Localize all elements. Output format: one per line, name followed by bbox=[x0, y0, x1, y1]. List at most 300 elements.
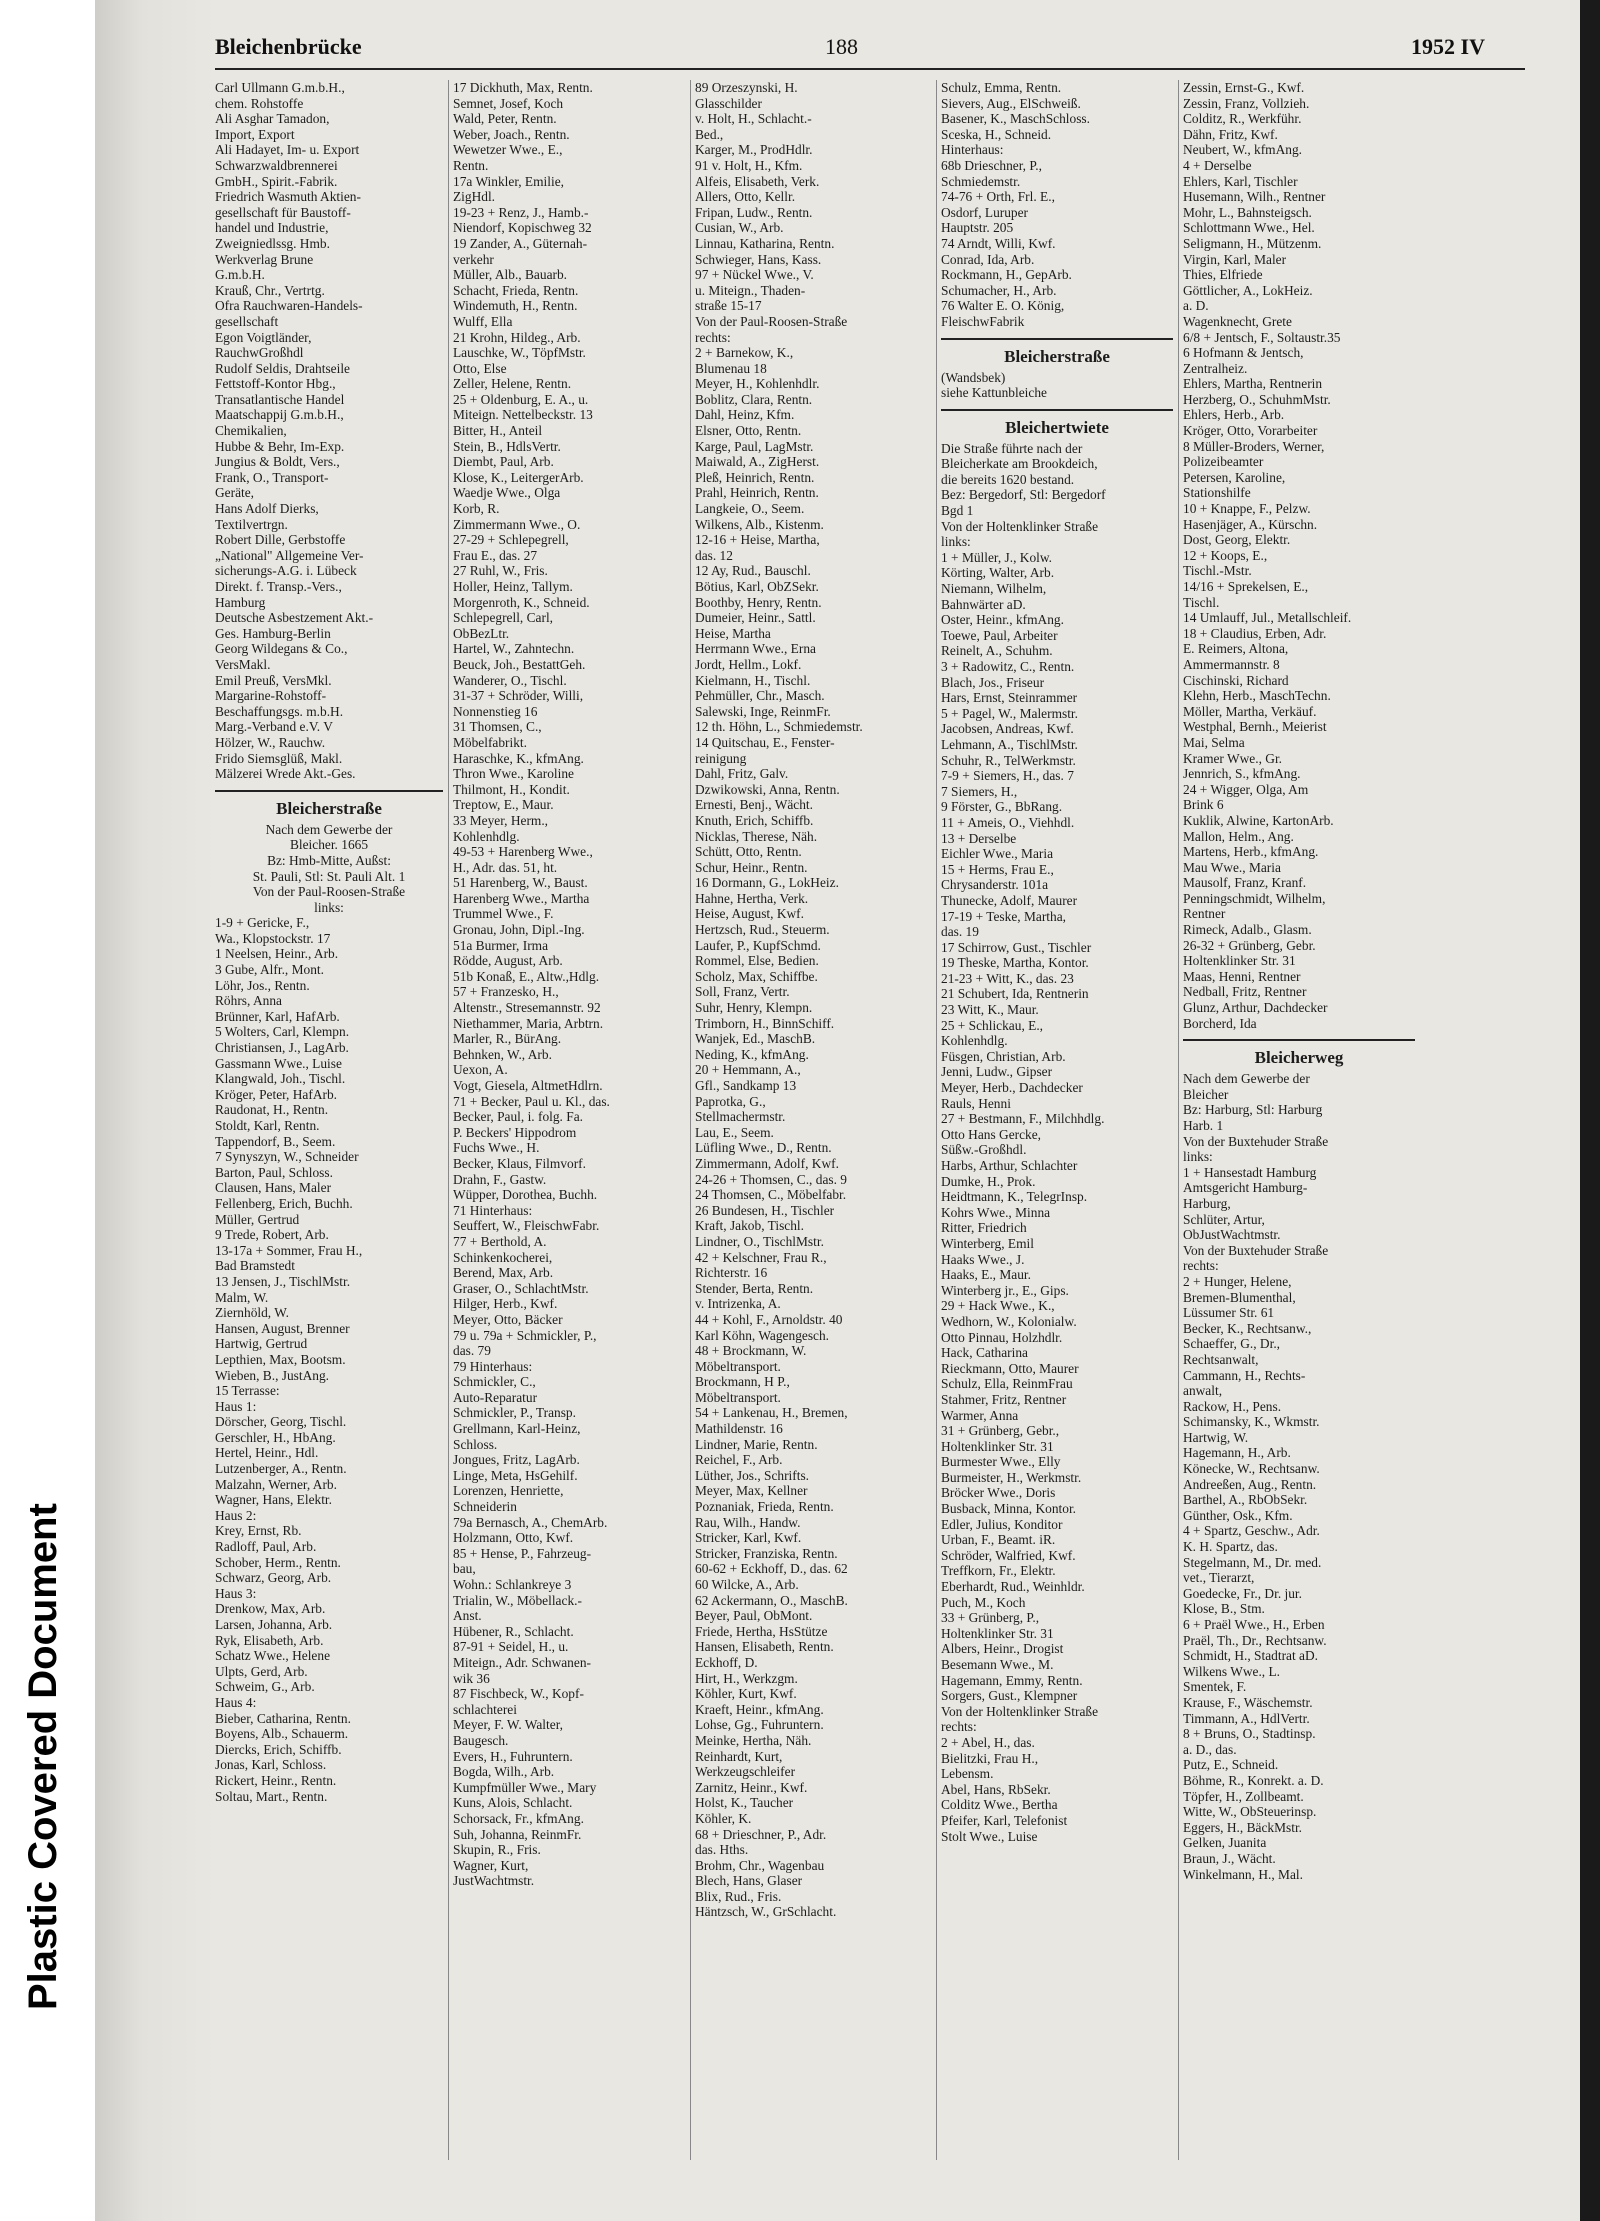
directory-entry: 13 Jensen, J., TischlMstr. bbox=[215, 1273, 351, 1289]
directory-entry: 44 + Kohl, F., Arnoldstr. 40 bbox=[695, 1311, 843, 1327]
directory-entry: Paprotka, G., bbox=[695, 1093, 766, 1109]
directory-entry: Jennrich, S., kfmAng. bbox=[1183, 766, 1301, 782]
directory-entry: Mau Wwe., Maria bbox=[1183, 859, 1281, 875]
directory-entry: Gassmann Wwe., Luise bbox=[215, 1055, 342, 1071]
directory-entry: Glunz, Arthur, Dachdecker bbox=[1183, 1000, 1328, 1016]
directory-entry: 21 Krohn, Hildeg., Arb. bbox=[453, 329, 581, 345]
directory-entry: Lohse, Gg., Fuhruntern. bbox=[695, 1717, 824, 1733]
directory-entry: Hansen, Elisabeth, Rentn. bbox=[695, 1639, 834, 1655]
directory-entry: Pfeifer, Karl, Telefonist bbox=[941, 1812, 1068, 1828]
directory-entry: chem. Rohstoffe bbox=[215, 95, 304, 111]
directory-entry: Schmickler, P., Transp. bbox=[453, 1405, 576, 1421]
directory-entry: 57 + Franzesko, H., bbox=[453, 984, 559, 1000]
directory-entry: rechts: bbox=[695, 329, 731, 345]
directory-entry: Ehlers, Martha, Rentnerin bbox=[1183, 376, 1323, 392]
directory-entry: Sievers, Aug., ElSchweiß. bbox=[941, 95, 1081, 111]
directory-entry: Möbeltransport. bbox=[695, 1389, 781, 1405]
directory-entry: 31-37 + Schröder, Willi, bbox=[453, 688, 584, 704]
directory-entry: Wilkens Wwe., L. bbox=[1183, 1663, 1281, 1679]
directory-entry: wik 36 bbox=[453, 1670, 490, 1686]
directory-entry: „National" Allgemeine Ver- bbox=[215, 547, 364, 563]
directory-entry: Bleicherkate am Brookdeich, bbox=[941, 456, 1098, 472]
directory-entry: Blix, Rud., Fris. bbox=[695, 1888, 782, 1904]
directory-entry: Wagner, Kurt, bbox=[453, 1857, 529, 1873]
directory-entry: Miteign. Nettelbeckstr. 13 bbox=[453, 407, 593, 423]
directory-entry: Schwarz, Georg, Arb. bbox=[215, 1570, 332, 1586]
directory-entry: Niemann, Wilhelm, bbox=[941, 581, 1047, 597]
directory-entry: Hahne, Hertha, Verk. bbox=[695, 890, 809, 906]
directory-entry: Drenkow, Max, Arb. bbox=[215, 1601, 326, 1617]
directory-entry: Emil Preuß, VersMkl. bbox=[215, 672, 332, 688]
directory-entry: 71 Hinterhaus: bbox=[453, 1202, 533, 1218]
directory-entry: a. D. bbox=[1183, 298, 1209, 314]
directory-entry: H., Adr. das. 51, ht. bbox=[453, 859, 558, 875]
directory-entry: Conrad, Ida, Arb. bbox=[941, 251, 1035, 267]
directory-entry: Wanjek, Ed., MaschB. bbox=[695, 1031, 816, 1047]
directory-entry: Köhler, K. bbox=[695, 1810, 752, 1826]
directory-entry: 79a Bernasch, A., ChemArb. bbox=[453, 1514, 608, 1530]
directory-entry: bau, bbox=[453, 1561, 476, 1577]
directory-entry: Becker, Paul, i. folg. Fa. bbox=[453, 1109, 583, 1125]
directory-entry: Prahl, Heinrich, Rentn. bbox=[695, 485, 819, 501]
directory-entry: Schröder, Walfried, Kwf. bbox=[941, 1547, 1076, 1563]
directory-entry: rechts: bbox=[1183, 1258, 1219, 1274]
directory-entry: Hertel, Heinr., Hdl. bbox=[215, 1445, 319, 1461]
directory-entry: Clausen, Hans, Maler bbox=[215, 1180, 332, 1196]
directory-entry: Dzwikowski, Anna, Rentn. bbox=[695, 781, 840, 797]
section-rule bbox=[1183, 1039, 1415, 1041]
directory-entry: Schweim, G., Arb. bbox=[215, 1679, 315, 1695]
directory-entry: 24 Thomsen, C., Möbelfabr. bbox=[695, 1187, 847, 1203]
directory-entry: Bremen-Blumenthal, bbox=[1183, 1289, 1296, 1305]
directory-entry: 60 Wilcke, A., Arb. bbox=[695, 1577, 799, 1592]
directory-entry: 6 + Praël Wwe., H., Erben bbox=[1183, 1617, 1325, 1632]
directory-entry: Könecke, W., Rechtsanw. bbox=[1183, 1461, 1320, 1477]
directory-entry: Ritter, Friedrich bbox=[941, 1220, 1027, 1236]
directory-entry: Schloss. bbox=[453, 1436, 498, 1452]
page-content bbox=[215, 28, 1525, 2178]
directory-entry: Hansen, August, Brenner bbox=[215, 1320, 350, 1336]
directory-entry: Brohm, Chr., Wagenbau bbox=[695, 1857, 825, 1873]
directory-entry: Bahnwärter aD. bbox=[941, 596, 1026, 612]
directory-entry: Laufer, P., KupfSchmd. bbox=[695, 937, 821, 953]
directory-entry: Kraft, Jakob, Tischl. bbox=[695, 1218, 804, 1234]
directory-entry: Cusian, W., Arb. bbox=[695, 220, 784, 236]
directory-entry: Zweigniedlssg. Hmb. bbox=[215, 235, 330, 251]
directory-entry: Mallon, Helm., Ang. bbox=[1183, 828, 1294, 844]
directory-entry: Schütt, Otto, Rentn. bbox=[695, 844, 802, 860]
directory-entry: Wüpper, Dorothea, Buchh. bbox=[453, 1187, 598, 1203]
directory-entry: Linnau, Katharina, Rentn. bbox=[695, 235, 835, 251]
directory-entry: Hinterhaus: bbox=[941, 142, 1004, 158]
directory-entry: Kramer Wwe., Gr. bbox=[1183, 750, 1283, 766]
directory-entry: Pleß, Heinrich, Rentn. bbox=[695, 469, 815, 485]
directory-entry: Witte, W., ObSteuerinsp. bbox=[1183, 1804, 1317, 1820]
directory-entry: Richterstr. 16 bbox=[695, 1265, 768, 1281]
directory-entry: 25 + Schlickau, E., bbox=[941, 1017, 1044, 1033]
directory-entry: Diercks, Erich, Schiffb. bbox=[215, 1741, 342, 1757]
directory-entry: 14 Umlauff, Jul., Metallschleif. bbox=[1183, 610, 1352, 626]
directory-entry: vet., Tierarzt, bbox=[1183, 1570, 1255, 1586]
directory-entry: Puch, M., Koch bbox=[941, 1594, 1026, 1610]
column-3 bbox=[695, 80, 931, 2160]
directory-entry: Trialin, W., Möbellack.- bbox=[453, 1592, 582, 1608]
directory-entry: Ryk, Elisabeth, Arb. bbox=[215, 1632, 324, 1648]
directory-entry: Klehn, Herb., MaschTechn. bbox=[1183, 688, 1331, 704]
directory-entry: Dost, Georg, Elektr. bbox=[1183, 532, 1291, 548]
directory-entry: Jonas, Karl, Schloss. bbox=[215, 1757, 327, 1773]
directory-entry: 6/8 + Jentsch, F., Soltaustr.35 bbox=[1183, 329, 1341, 345]
plastic-covered-label: Plastic Covered Document bbox=[21, 1503, 65, 2010]
directory-entry: Neding, K., kfmAng. bbox=[695, 1046, 809, 1062]
directory-entry: Hölzer, W., Rauchw. bbox=[215, 734, 326, 750]
directory-entry: Knuth, Erich, Schiffb. bbox=[695, 812, 814, 828]
directory-entry: 27-29 + Schlepegrell, bbox=[453, 532, 569, 548]
directory-entry: Busback, Minna, Kontor. bbox=[941, 1501, 1077, 1517]
directory-entry: Korb, R. bbox=[453, 501, 500, 517]
directory-entry: Putz, E., Schneid. bbox=[1183, 1757, 1279, 1773]
directory-entry: Thunecke, Adolf, Maurer bbox=[941, 892, 1078, 908]
directory-entry: Thies, Elfriede bbox=[1183, 267, 1263, 283]
directory-entry: Diembt, Paul, Arb. bbox=[453, 454, 554, 470]
header-year-volume: 1952 IV bbox=[1411, 34, 1485, 59]
directory-entry: Burmester Wwe., Elly bbox=[941, 1454, 1061, 1470]
directory-entry: Krause, F., Wäschemstr. bbox=[1183, 1694, 1313, 1710]
directory-entry: Haaks, E., Maur. bbox=[941, 1267, 1031, 1283]
directory-entry: 14/16 + Sprekelsen, E., bbox=[1183, 579, 1309, 594]
directory-entry: Zimmermann, Adolf, Kwf. bbox=[695, 1155, 839, 1171]
directory-entry: Waedje Wwe., Olga bbox=[453, 485, 561, 501]
directory-entry: Stolt Wwe., Luise bbox=[941, 1828, 1038, 1844]
directory-entry: Blach, Jos., Friseur bbox=[941, 674, 1045, 690]
directory-entry: Rudolf Seldis, Drahtseile bbox=[215, 360, 351, 376]
directory-entry: Burmeister, H., Werkmstr. bbox=[941, 1469, 1082, 1485]
header-street: Bleichenbrücke bbox=[215, 34, 362, 59]
directory-entry: Glasschilder bbox=[695, 95, 762, 111]
directory-entry: handel und Industrie, bbox=[215, 220, 329, 236]
directory-entry: Drahn, F., Gastw. bbox=[453, 1171, 547, 1187]
directory-entry: Kuklik, Alwine, KartonArb. bbox=[1183, 812, 1334, 828]
directory-entry: links: bbox=[941, 534, 971, 550]
directory-entry: 26 Bundesen, H., Tischler bbox=[695, 1202, 835, 1218]
section-description: Nach dem Gewerbe der bbox=[265, 821, 393, 837]
directory-entry: Stein, B., HdlsVertr. bbox=[453, 438, 561, 454]
directory-entry: Lebensm. bbox=[941, 1766, 994, 1782]
directory-entry: Brink 6 bbox=[1183, 797, 1224, 813]
directory-entry: Zessin, Ernst-G., Kwf. bbox=[1183, 80, 1305, 95]
directory-entry: 19-23 + Renz, J., Hamb.- bbox=[453, 204, 589, 220]
directory-entry: Harburg, bbox=[1183, 1195, 1231, 1211]
directory-entry: Albers, Heinr., Drogist bbox=[941, 1641, 1064, 1657]
directory-entry: Bez: Bergedorf, Stl: Bergedorf bbox=[941, 487, 1106, 503]
directory-entry: Krey, Ernst, Rb. bbox=[215, 1523, 302, 1539]
directory-entry: 17a Winkler, Emilie, bbox=[453, 173, 564, 189]
directory-entry: Poznaniak, Frieda, Rentn. bbox=[695, 1499, 834, 1515]
column-4 bbox=[941, 80, 1173, 2160]
directory-entry: Hertzsch, Rud., Steuerm. bbox=[695, 922, 830, 938]
directory-entry: 25 + Oldenburg, E. A., u. bbox=[453, 391, 589, 407]
section-description: Bz: Hmb-Mitte, Außst: bbox=[267, 852, 391, 868]
directory-entry: GmbH., Spirit.-Fabrik. bbox=[215, 173, 338, 189]
directory-entry: Baugesch. bbox=[453, 1732, 509, 1748]
directory-entry: Bötius, Karl, ObZSekr. bbox=[695, 579, 819, 594]
directory-entry: Ammermannstr. 8 bbox=[1183, 656, 1280, 672]
directory-entry: Linge, Meta, HsGehilf. bbox=[453, 1467, 578, 1483]
directory-entry: Töpfer, H., Zollbeamt. bbox=[1183, 1788, 1304, 1804]
directory-entry: Möbelfabrikt. bbox=[453, 734, 528, 750]
directory-entry: Colditz Wwe., Bertha bbox=[941, 1797, 1058, 1813]
directory-entry: Barton, Paul, Schloss. bbox=[215, 1164, 333, 1180]
directory-entry: Bogda, Wilh., Arb. bbox=[453, 1764, 555, 1780]
directory-entry: Bielitzki, Frau H., bbox=[941, 1750, 1039, 1766]
directory-entry: 10 + Knappe, F., Pelzw. bbox=[1183, 501, 1311, 517]
directory-entry: Maatschappij G.m.b.H., bbox=[215, 407, 344, 423]
directory-entry: Urban, F., Beamt. iR. bbox=[941, 1532, 1056, 1548]
directory-entry: Reinelt, A., Schuhm. bbox=[941, 643, 1053, 659]
directory-entry: Schlottmann Wwe., Hel. bbox=[1183, 220, 1315, 236]
column-5 bbox=[1183, 80, 1415, 2160]
directory-entry: 33 + Grünberg, P., bbox=[941, 1610, 1040, 1626]
directory-entry: Elsner, Otto, Rentn. bbox=[695, 423, 802, 439]
directory-entry: Ziernhöld, W. bbox=[215, 1305, 290, 1321]
directory-entry: Dahl, Heinz, Kfm. bbox=[695, 407, 795, 423]
directory-entry: Stricker, Franziska, Rentn. bbox=[695, 1545, 838, 1561]
directory-entry: 31 Thomsen, C., bbox=[453, 719, 542, 735]
directory-entry: Import, Export bbox=[215, 126, 295, 142]
directory-entry: Holzmann, Otto, Kwf. bbox=[453, 1530, 574, 1546]
directory-entry: Haus 2: bbox=[215, 1507, 257, 1523]
directory-entry: Georg Wildegans & Co., bbox=[215, 641, 348, 657]
directory-entry: reinigung bbox=[695, 750, 747, 766]
directory-entry: ObJustWachtmstr. bbox=[1183, 1227, 1281, 1243]
directory-entry: das. 79 bbox=[453, 1343, 491, 1359]
directory-entry: Polizeibeamter bbox=[1183, 454, 1264, 470]
directory-entry: Hartwig, W. bbox=[1183, 1429, 1249, 1445]
directory-entry: Schumacher, H., Arb. bbox=[941, 282, 1057, 298]
directory-entry: Otto Pinnau, Holzhdlr. bbox=[941, 1329, 1063, 1345]
directory-entry: Schneiderin bbox=[453, 1499, 517, 1515]
directory-entry: Lehmann, A., TischlMstr. bbox=[941, 736, 1078, 752]
section-title: Bleicherstraße bbox=[276, 798, 382, 818]
section-title: Bleicherweg bbox=[1254, 1048, 1344, 1068]
directory-entry: Köhler, Kurt, Kwf. bbox=[695, 1686, 797, 1702]
column-rule bbox=[690, 80, 691, 2160]
directory-entry: Kielmann, H., Tischl. bbox=[695, 672, 811, 688]
section-title: Bleicherstraße bbox=[1004, 346, 1110, 366]
directory-entry: Soll, Franz, Vertr. bbox=[695, 984, 790, 1000]
directory-entry: Alfeis, Elisabeth, Verk. bbox=[695, 173, 820, 189]
directory-entry: Uexon, A. bbox=[453, 1062, 508, 1078]
directory-entry: Treffkorn, Fr., Elektr. bbox=[941, 1563, 1056, 1579]
directory-entry: Hirt, H., Werkzgm. bbox=[695, 1670, 798, 1686]
directory-entry: Kröger, Otto, Vorarbeiter bbox=[1183, 423, 1318, 439]
directory-entry: 6 Hofmann & Jentsch, bbox=[1183, 345, 1304, 361]
directory-entry: Dahl, Fritz, Galv. bbox=[695, 766, 789, 782]
directory-entry: Schulz, Ella, ReinmFrau bbox=[941, 1376, 1073, 1392]
directory-entry: Bgd 1 bbox=[941, 503, 974, 519]
directory-entry: Besemann Wwe., M. bbox=[941, 1657, 1054, 1672]
directory-entry: Warmer, Anna bbox=[941, 1407, 1019, 1423]
directory-entry: Holtenklinker Str. 31 bbox=[1183, 953, 1296, 969]
directory-entry: Meyer, Herb., Dachdecker bbox=[941, 1080, 1083, 1096]
section-description: Von der Paul-Roosen-Straße bbox=[252, 884, 406, 900]
directory-entry: Christiansen, J., LagArb. bbox=[215, 1040, 349, 1056]
directory-entry: 3 + Radowitz, C., Rentn. bbox=[941, 659, 1075, 674]
directory-entry: Hars, Ernst, Steinrammer bbox=[941, 690, 1078, 706]
directory-entry: Ali Hadayet, Im- u. Export bbox=[215, 142, 360, 158]
directory-entry: Vogt, Giesela, AltmetHdlrn. bbox=[453, 1078, 603, 1093]
directory-entry: Virgin, Karl, Maler bbox=[1183, 251, 1287, 267]
directory-entry: 17-19 + Teske, Martha, bbox=[941, 908, 1066, 924]
directory-entry: Stellmachermstr. bbox=[695, 1109, 786, 1125]
directory-entry: Hagemann, H., Arb. bbox=[1183, 1445, 1291, 1461]
directory-entry: Basener, K., MaschSchloss. bbox=[941, 111, 1090, 127]
directory-entry: Dumeier, Heinr., Sattl. bbox=[695, 610, 816, 626]
directory-entry: Mausolf, Franz, Kranf. bbox=[1183, 875, 1307, 891]
directory-entry: 24 + Wigger, Olga, Am bbox=[1183, 781, 1309, 797]
directory-entry: Blumenau 18 bbox=[695, 360, 767, 376]
directory-entry: ObBezLtr. bbox=[453, 625, 510, 641]
directory-entry: Jongues, Fritz, LagArb. bbox=[453, 1452, 580, 1468]
directory-entry: 48 + Brockmann, W. bbox=[695, 1343, 807, 1359]
directory-entry: Rauls, Henni bbox=[941, 1095, 1011, 1111]
directory-entry: 5 + Pagel, W., Malermstr. bbox=[941, 705, 1078, 721]
directory-entry: Rödde, August, Arb. bbox=[453, 953, 563, 969]
directory-entry: Edler, Julius, Konditor bbox=[941, 1516, 1063, 1532]
directory-entry: Möbeltransport. bbox=[695, 1358, 781, 1374]
directory-entry: Rackow, H., Pens. bbox=[1183, 1398, 1282, 1414]
directory-entry: Rimeck, Adalb., Glasm. bbox=[1183, 922, 1312, 938]
directory-entry: Allers, Otto, Kellr. bbox=[695, 189, 796, 205]
directory-entry: 7-9 + Siemers, H., das. 7 bbox=[941, 768, 1074, 784]
directory-entry: Lindner, O., TischlMstr. bbox=[695, 1233, 824, 1249]
directory-entry: Nicklas, Therese, Näh. bbox=[695, 828, 818, 844]
directory-entry: Haaks Wwe., J. bbox=[941, 1251, 1025, 1267]
directory-entry: 23 Witt, K., Maur. bbox=[941, 1002, 1039, 1018]
directory-entry: Eberhardt, Rud., Weinhldr. bbox=[941, 1579, 1085, 1595]
directory-entry: Harenberg Wwe., Martha bbox=[453, 890, 590, 906]
directory-entry: Deutsche Asbestzement Akt.- bbox=[215, 610, 374, 626]
directory-entry: Textilvertrgn. bbox=[215, 516, 288, 532]
directory-entry: Herrmann Wwe., Erna bbox=[695, 641, 816, 657]
directory-entry: Günther, Osk., Kfm. bbox=[1183, 1507, 1293, 1523]
directory-entry: 51 Harenberg, W., Baust. bbox=[453, 875, 588, 891]
directory-entry: 60-62 + Eckhoff, D., das. 62 bbox=[695, 1561, 848, 1577]
directory-entry: 12-16 + Heise, Martha, bbox=[695, 532, 820, 548]
directory-entry: Bröcker Wwe., Doris bbox=[941, 1485, 1056, 1501]
directory-entry: Trummel Wwe., F. bbox=[453, 906, 554, 922]
directory-entry: Grellmann, Karl-Heinz, bbox=[453, 1421, 581, 1437]
directory-entry: 2 + Barnekow, K., bbox=[695, 345, 794, 361]
directory-entry: Schlepegrell, Carl, bbox=[453, 610, 554, 626]
directory-entry: Schatz Wwe., Helene bbox=[215, 1648, 331, 1664]
directory-entry: 71 + Becker, Paul u. Kl., das. bbox=[453, 1093, 610, 1109]
directory-entry: Bad Bramstedt bbox=[215, 1258, 295, 1274]
directory-entry: Krauß, Chr., Vertrtg. bbox=[215, 282, 325, 298]
directory-entry: Karger, M., ProdHdlr. bbox=[695, 142, 813, 158]
directory-entry: Husemann, Wilh., Rentner bbox=[1183, 189, 1326, 205]
directory-entry: Smentek, F. bbox=[1183, 1679, 1247, 1695]
directory-entry: Meyer, H., Kohlenhdlr. bbox=[695, 376, 820, 392]
directory-entry: P. Beckers' Hippodrom bbox=[453, 1124, 577, 1140]
directory-entry: Chemikalien, bbox=[215, 423, 287, 439]
directory-entry: Herzberg, O., SchuhmMstr. bbox=[1183, 391, 1331, 407]
directory-entry: Mai, Selma bbox=[1183, 734, 1245, 750]
directory-entry: Neubert, W., kfmAng. bbox=[1183, 142, 1303, 158]
directory-entry: 9 Förster, G., BbRang. bbox=[941, 799, 1063, 815]
directory-entry: 8 + Bruns, O., Stadtinsp. bbox=[1183, 1726, 1316, 1742]
directory-entry: 3 Gube, Alfr., Mont. bbox=[215, 962, 324, 978]
directory-entry: 54 + Lankenau, H., Bremen, bbox=[695, 1405, 848, 1421]
column-rule bbox=[448, 80, 449, 2160]
directory-entry: Nedball, Fritz, Rentner bbox=[1183, 984, 1307, 1000]
directory-entry: Haus 3: bbox=[215, 1585, 257, 1601]
directory-entry: 20 + Hemmann, A., bbox=[695, 1062, 801, 1078]
column-rule bbox=[936, 80, 937, 2160]
directory-entry: 33 Meyer, Herm., bbox=[453, 812, 549, 828]
directory-entry: das. 19 bbox=[941, 924, 979, 940]
directory-entry: Morgenroth, K., Schneid. bbox=[453, 594, 590, 610]
directory-entry: u. Miteign., Thaden- bbox=[695, 282, 806, 298]
directory-entry: Meyer, F. W. Walter, bbox=[453, 1717, 563, 1733]
directory-entry: Wohn.: Schlankreye 3 bbox=[453, 1577, 572, 1592]
directory-entry: 13 + Derselbe bbox=[941, 830, 1017, 846]
directory-entry: Ernesti, Benj., Wächt. bbox=[695, 797, 814, 813]
directory-entry: Hans Adolf Dierks, bbox=[215, 501, 319, 517]
directory-entry: Hilger, Herb., Kwf. bbox=[453, 1296, 558, 1312]
column-2 bbox=[453, 80, 685, 2160]
directory-entry: 4 + Spartz, Geschw., Adr. bbox=[1183, 1523, 1320, 1539]
directory-entry: 14 Quitschau, E., Fenster- bbox=[695, 734, 835, 750]
directory-entry: Hubbe & Behr, Im-Exp. bbox=[215, 438, 345, 454]
directory-entry: (Wandsbek) bbox=[941, 369, 1006, 385]
directory-entry: Windemuth, H., Rentn. bbox=[453, 298, 578, 314]
directory-entry: Schwarzwaldbrennerei bbox=[215, 157, 338, 173]
directory-entry: Häntzsch, W., GrSchlacht. bbox=[695, 1904, 837, 1920]
directory-entry: 1 + Müller, J., Kolw. bbox=[941, 549, 1053, 565]
directory-entry: Salewski, Inge, ReinmFr. bbox=[695, 703, 831, 719]
directory-entry: Schimansky, K., Wkmstr. bbox=[1183, 1414, 1320, 1430]
directory-entry: Winterberg jr., E., Gips. bbox=[941, 1282, 1069, 1298]
directory-entry: Martens, Herb., kfmAng. bbox=[1183, 844, 1319, 860]
directory-entry: Dörscher, Georg, Tischl. bbox=[215, 1414, 347, 1430]
directory-entry: Kohlenhdlg. bbox=[941, 1033, 1008, 1049]
directory-entry: VersMakl. bbox=[215, 656, 271, 672]
directory-entry: Rockmann, H., GepArb. bbox=[941, 267, 1072, 283]
directory-entry: Skupin, R., Fris. bbox=[453, 1842, 541, 1858]
directory-entry: Böhme, R., Konrekt. a. D. bbox=[1183, 1772, 1324, 1788]
directory-entry: 7 Synyszyn, W., Schneider bbox=[215, 1149, 359, 1165]
directory-entry: Becker, Klaus, Filmvorf. bbox=[453, 1155, 586, 1171]
directory-entry: Altenstr., Stresemannstr. 92 bbox=[453, 1000, 601, 1016]
section-description: Bleicher. 1665 bbox=[289, 837, 369, 853]
directory-entry: 15 + Herms, Frau E., bbox=[941, 861, 1054, 877]
directory-entry: Westphal, Bernh., Meierist bbox=[1183, 719, 1327, 735]
directory-entry: Wald, Peter, Rentn. bbox=[453, 111, 557, 127]
directory-entry: Winkelmann, H., Mal. bbox=[1183, 1866, 1303, 1882]
directory-entry: Stender, Berta, Rentn. bbox=[695, 1280, 814, 1296]
directory-entry: Sorgers, Gust., Klempner bbox=[941, 1688, 1078, 1704]
directory-entry: Göttlicher, A., LokHeiz. bbox=[1183, 282, 1313, 298]
section-description: St. Pauli, Stl: St. Pauli Alt. 1 bbox=[252, 868, 406, 884]
directory-entry: Behnken, W., Arb. bbox=[453, 1046, 552, 1062]
section-rule bbox=[215, 790, 443, 792]
directory-entry: 19 Theske, Martha, Kontor. bbox=[941, 955, 1089, 971]
directory-entry: Brockmann, H P., bbox=[695, 1374, 790, 1390]
page-fold-shadow bbox=[95, 0, 215, 2221]
directory-entry: 17 Schirrow, Gust., Tischler bbox=[941, 939, 1092, 955]
directory-entry: Klose, K., LeitergerArb. bbox=[453, 469, 584, 485]
